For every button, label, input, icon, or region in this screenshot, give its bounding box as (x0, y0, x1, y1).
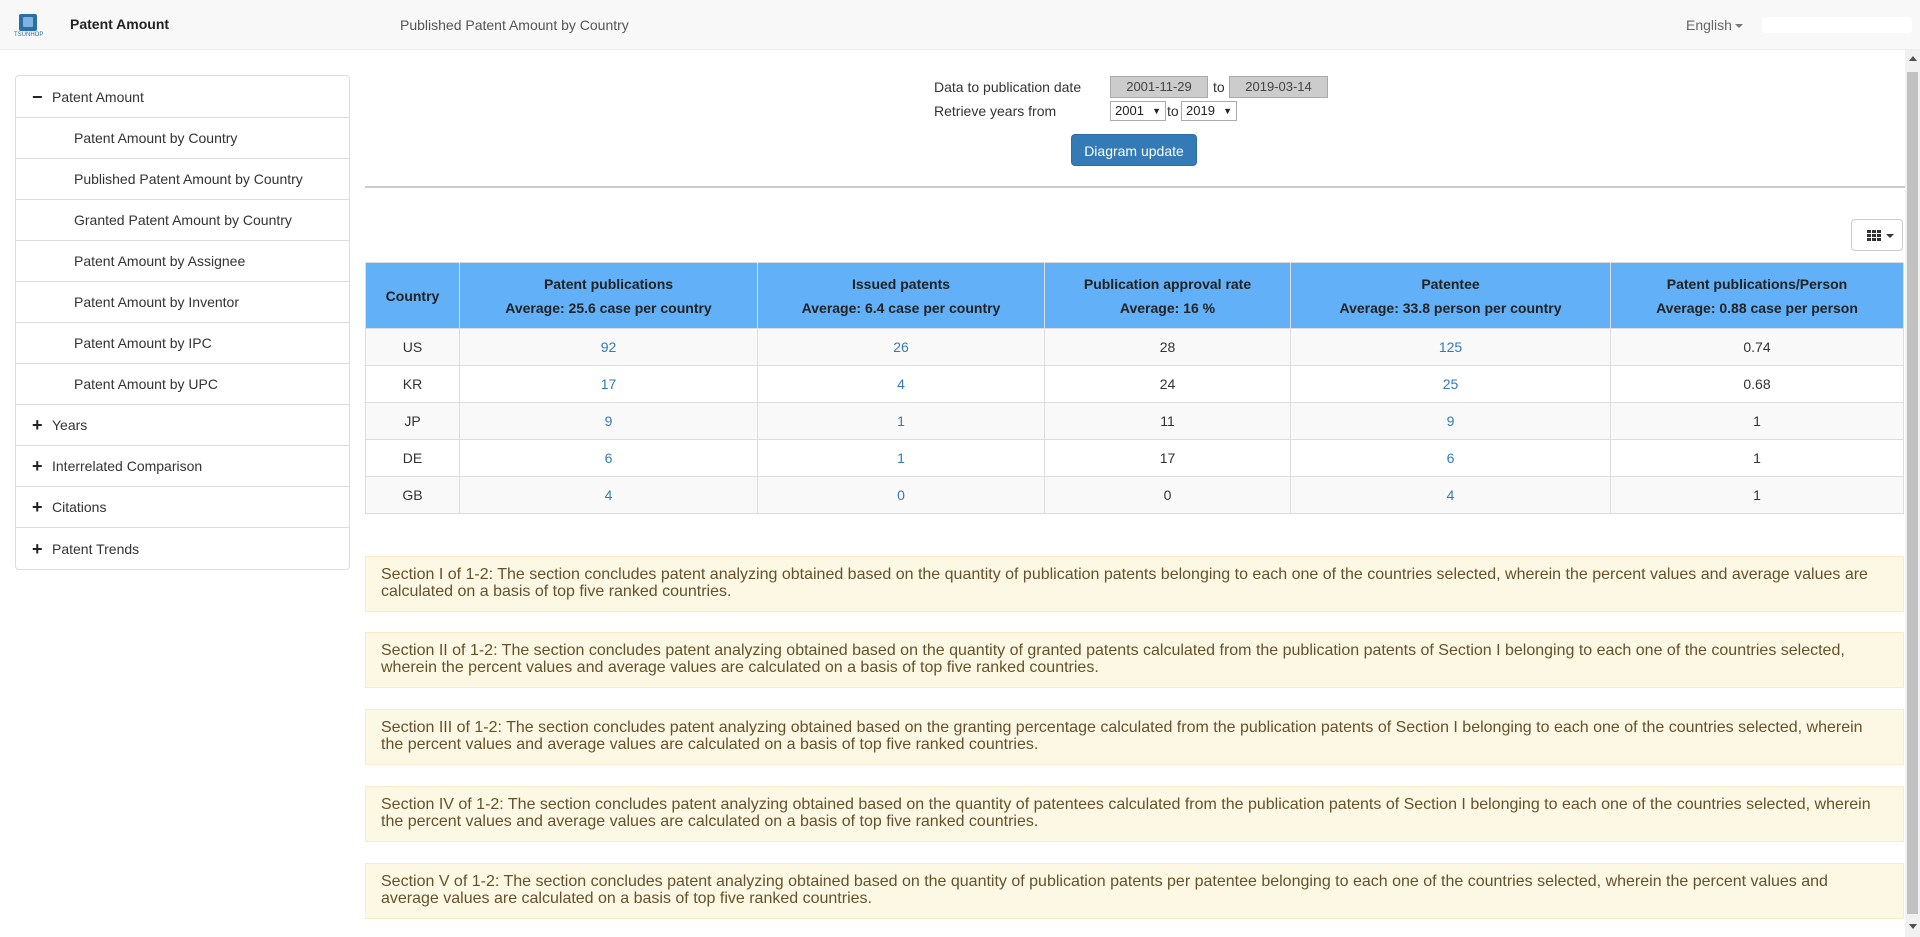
cell-country: GB (366, 477, 460, 514)
logo[interactable] (14, 14, 42, 40)
cell-per-person: 1 (1611, 477, 1904, 514)
cell-approval-rate: 11 (1045, 403, 1291, 440)
dropdown-arrow-icon: ▼ (1223, 106, 1232, 116)
cell-per-person: 0.74 (1611, 329, 1904, 366)
sidebar-item-patent-amount[interactable] (16, 76, 349, 118)
page-title: Published Patent Amount by Country (400, 17, 629, 33)
section-note-2 (365, 632, 1904, 688)
to-label: to (1213, 79, 1225, 95)
scrollbar-thumb[interactable] (1907, 72, 1918, 914)
section-note-4 (365, 786, 1904, 842)
cell-link-issued[interactable]: 1 (897, 413, 905, 429)
cell-link-issued[interactable]: 1 (897, 450, 905, 466)
sidebar-item-patent-amount-by-upc[interactable] (16, 364, 349, 405)
sidebar-item-patent-amount-by-country[interactable] (16, 118, 349, 159)
cell-link-publications[interactable]: 6 (604, 450, 613, 466)
sidebar-item-label: Patent Amount by Inventor (74, 294, 239, 310)
scroll-up-arrow-icon[interactable] (1909, 56, 1917, 61)
cell-link-issued[interactable]: 4 (897, 376, 905, 392)
plus-icon: + (32, 415, 43, 435)
cell-per-person: 1 (1611, 403, 1904, 440)
note-text: Section I of 1-2: The section concludes patent analyzing obtained based on the quantity of publication patents belonging to each one of the countries selected, wherein the percent values and average values are calculated on a basis of top five ranked countries. (381, 566, 1868, 600)
sidebar-item-published-patent-amount-by-country[interactable] (16, 159, 349, 200)
years-label: Retrieve years from (934, 103, 1057, 119)
cell-link-publications[interactable]: 92 (600, 339, 617, 355)
cell-link-patentee[interactable]: 125 (1438, 339, 1463, 355)
caret-down-icon (1735, 24, 1743, 28)
sidebar-item-label: Patent Amount by IPC (74, 335, 212, 351)
cell-country: DE (366, 440, 460, 477)
logo-text: TSUNHOP (14, 32, 44, 38)
plus-icon: + (32, 456, 43, 476)
year-to-value: 2019 (1186, 103, 1215, 118)
cell-approval-rate: 24 (1045, 366, 1291, 403)
logo-icon (19, 14, 37, 31)
date-from-input[interactable]: 2001-11-29 (1110, 76, 1208, 98)
cell-link-patentee[interactable]: 25 (1442, 376, 1459, 392)
to-label: to (1167, 103, 1179, 119)
page-scrollbar[interactable] (1905, 50, 1920, 937)
sidebar-menu (15, 75, 350, 570)
table-row (366, 329, 1904, 366)
sidebar-item-granted-patent-amount-by-country[interactable] (16, 200, 349, 241)
table-row (366, 440, 1904, 477)
note-text: Section V of 1-2: The section concludes patent analyzing obtained based on the quantity of publication patents per patentee belonging to each one of the countries selected, wherein the percent values and average values are calculated on a basis of top five ranked countries. (381, 873, 1828, 907)
table-header-row (366, 263, 1904, 329)
minus-icon: − (32, 86, 43, 107)
header-patent-publications-per-person[interactable]: Patent publications/Person Average: 0.88 case per person (1611, 263, 1904, 329)
sidebar-item-patent-amount-by-inventor[interactable] (16, 282, 349, 323)
cell-approval-rate: 0 (1045, 477, 1291, 514)
cell-link-issued[interactable]: 26 (893, 339, 909, 355)
sidebar-item-label: Granted Patent Amount by Country (74, 212, 292, 228)
note-text: Section III of 1-2: The section concludes patent analyzing obtained based on the granting percentage calculated from the publication patents of Section I belonging to each one of the countries selected, wherein the percent values and average values are calculated on a basis of top five ranked countries. (381, 719, 1863, 753)
year-from-value: 2001 (1115, 103, 1144, 118)
table-row (366, 403, 1904, 440)
sidebar-item-years[interactable] (16, 405, 349, 446)
sidebar-item-label: Published Patent Amount by Country (74, 171, 303, 187)
plus-icon: + (32, 538, 43, 559)
plus-icon: + (32, 497, 43, 517)
header-country[interactable]: Country (366, 263, 460, 329)
cell-link-publications[interactable]: 4 (604, 487, 613, 503)
table-row (366, 477, 1904, 514)
table-row (366, 366, 1904, 403)
country-data-table (365, 262, 1904, 514)
cell-approval-rate: 17 (1045, 440, 1291, 477)
grid-icon (1867, 230, 1881, 242)
sidebar-item-patent-amount-by-ipc[interactable] (16, 323, 349, 364)
cell-link-publications[interactable]: 17 (600, 376, 617, 392)
sidebar-item-label: Patent Amount by Country (74, 130, 238, 146)
header-publication-approval-rate[interactable]: Publication approval rate Average: 16 % (1045, 263, 1291, 329)
cell-approval-rate: 28 (1045, 329, 1291, 366)
sidebar-item-patent-trends[interactable] (16, 528, 349, 569)
cell-link-issued[interactable]: 0 (897, 487, 905, 503)
search-input[interactable] (1762, 17, 1912, 33)
cell-country: JP (366, 403, 460, 440)
cell-link-publications[interactable]: 9 (604, 413, 613, 429)
year-to-select[interactable] (1181, 101, 1237, 121)
date-to-input[interactable]: 2019-03-14 (1229, 76, 1328, 98)
divider (365, 186, 1905, 188)
cell-country: US (366, 329, 460, 366)
cell-per-person: 0.68 (1611, 366, 1904, 403)
sidebar-item-label: Patent Amount by UPC (74, 376, 218, 392)
scroll-down-arrow-icon[interactable] (1909, 924, 1917, 929)
cell-link-patentee[interactable]: 9 (1446, 413, 1455, 429)
note-text: Section II of 1-2: The section concludes patent analyzing obtained based on the quantity of granted patents calculated from the publication patents of Section I belonging to each one of the countries selected, wherein the percent values and average values are calculated on a basis of top five ranked countries. (381, 642, 1845, 676)
cell-country: KR (366, 366, 460, 403)
column-toggle-button[interactable] (1851, 219, 1903, 251)
sidebar-item-label: Citations (52, 499, 107, 515)
cell-link-patentee[interactable]: 6 (1446, 450, 1455, 466)
section-note-1 (365, 556, 1904, 612)
note-text: Section IV of 1-2: The section concludes patent analyzing obtained based on the quantity of patentees calculated from the publication patents of Section I belonging to each one of the countries selected, wherein the percent values and average values are calculated on a basis of top five ranked countries. (381, 796, 1871, 830)
language-label: English (1686, 17, 1732, 33)
sidebar-item-label: Patent Amount (52, 88, 144, 105)
top-navbar (0, 0, 1920, 50)
sidebar-item-label: Patent Trends (52, 540, 140, 557)
diagram-update-button[interactable]: Diagram update (1071, 134, 1197, 166)
language-dropdown[interactable] (1686, 17, 1743, 33)
sidebar-item-citations[interactable] (16, 487, 349, 528)
sidebar-item-label: Patent Amount by Assignee (74, 253, 246, 269)
dropdown-arrow-icon: ▼ (1152, 106, 1161, 116)
cell-per-person: 1 (1611, 440, 1904, 477)
section-note-3 (365, 709, 1904, 765)
date-range-label: Data to publication date (934, 79, 1082, 95)
section-note-5 (365, 863, 1904, 919)
sidebar-item-interrelated-comparison[interactable] (16, 446, 349, 487)
sidebar-item-label: Years (52, 417, 88, 433)
app-title[interactable]: Patent Amount (70, 16, 170, 32)
sidebar-item-label: Interrelated Comparison (52, 458, 203, 474)
cell-link-patentee[interactable]: 4 (1446, 487, 1455, 503)
header-patentee[interactable]: Patentee Average: 33.8 person per country (1291, 263, 1611, 329)
sidebar-item-patent-amount-by-assignee[interactable] (16, 241, 349, 282)
header-issued-patents[interactable]: Issued patents Average: 6.4 case per country (758, 263, 1045, 329)
year-from-select[interactable] (1110, 101, 1166, 121)
header-patent-publications[interactable]: Patent publications Average: 25.6 case per country (460, 263, 758, 329)
caret-down-icon (1886, 234, 1894, 238)
